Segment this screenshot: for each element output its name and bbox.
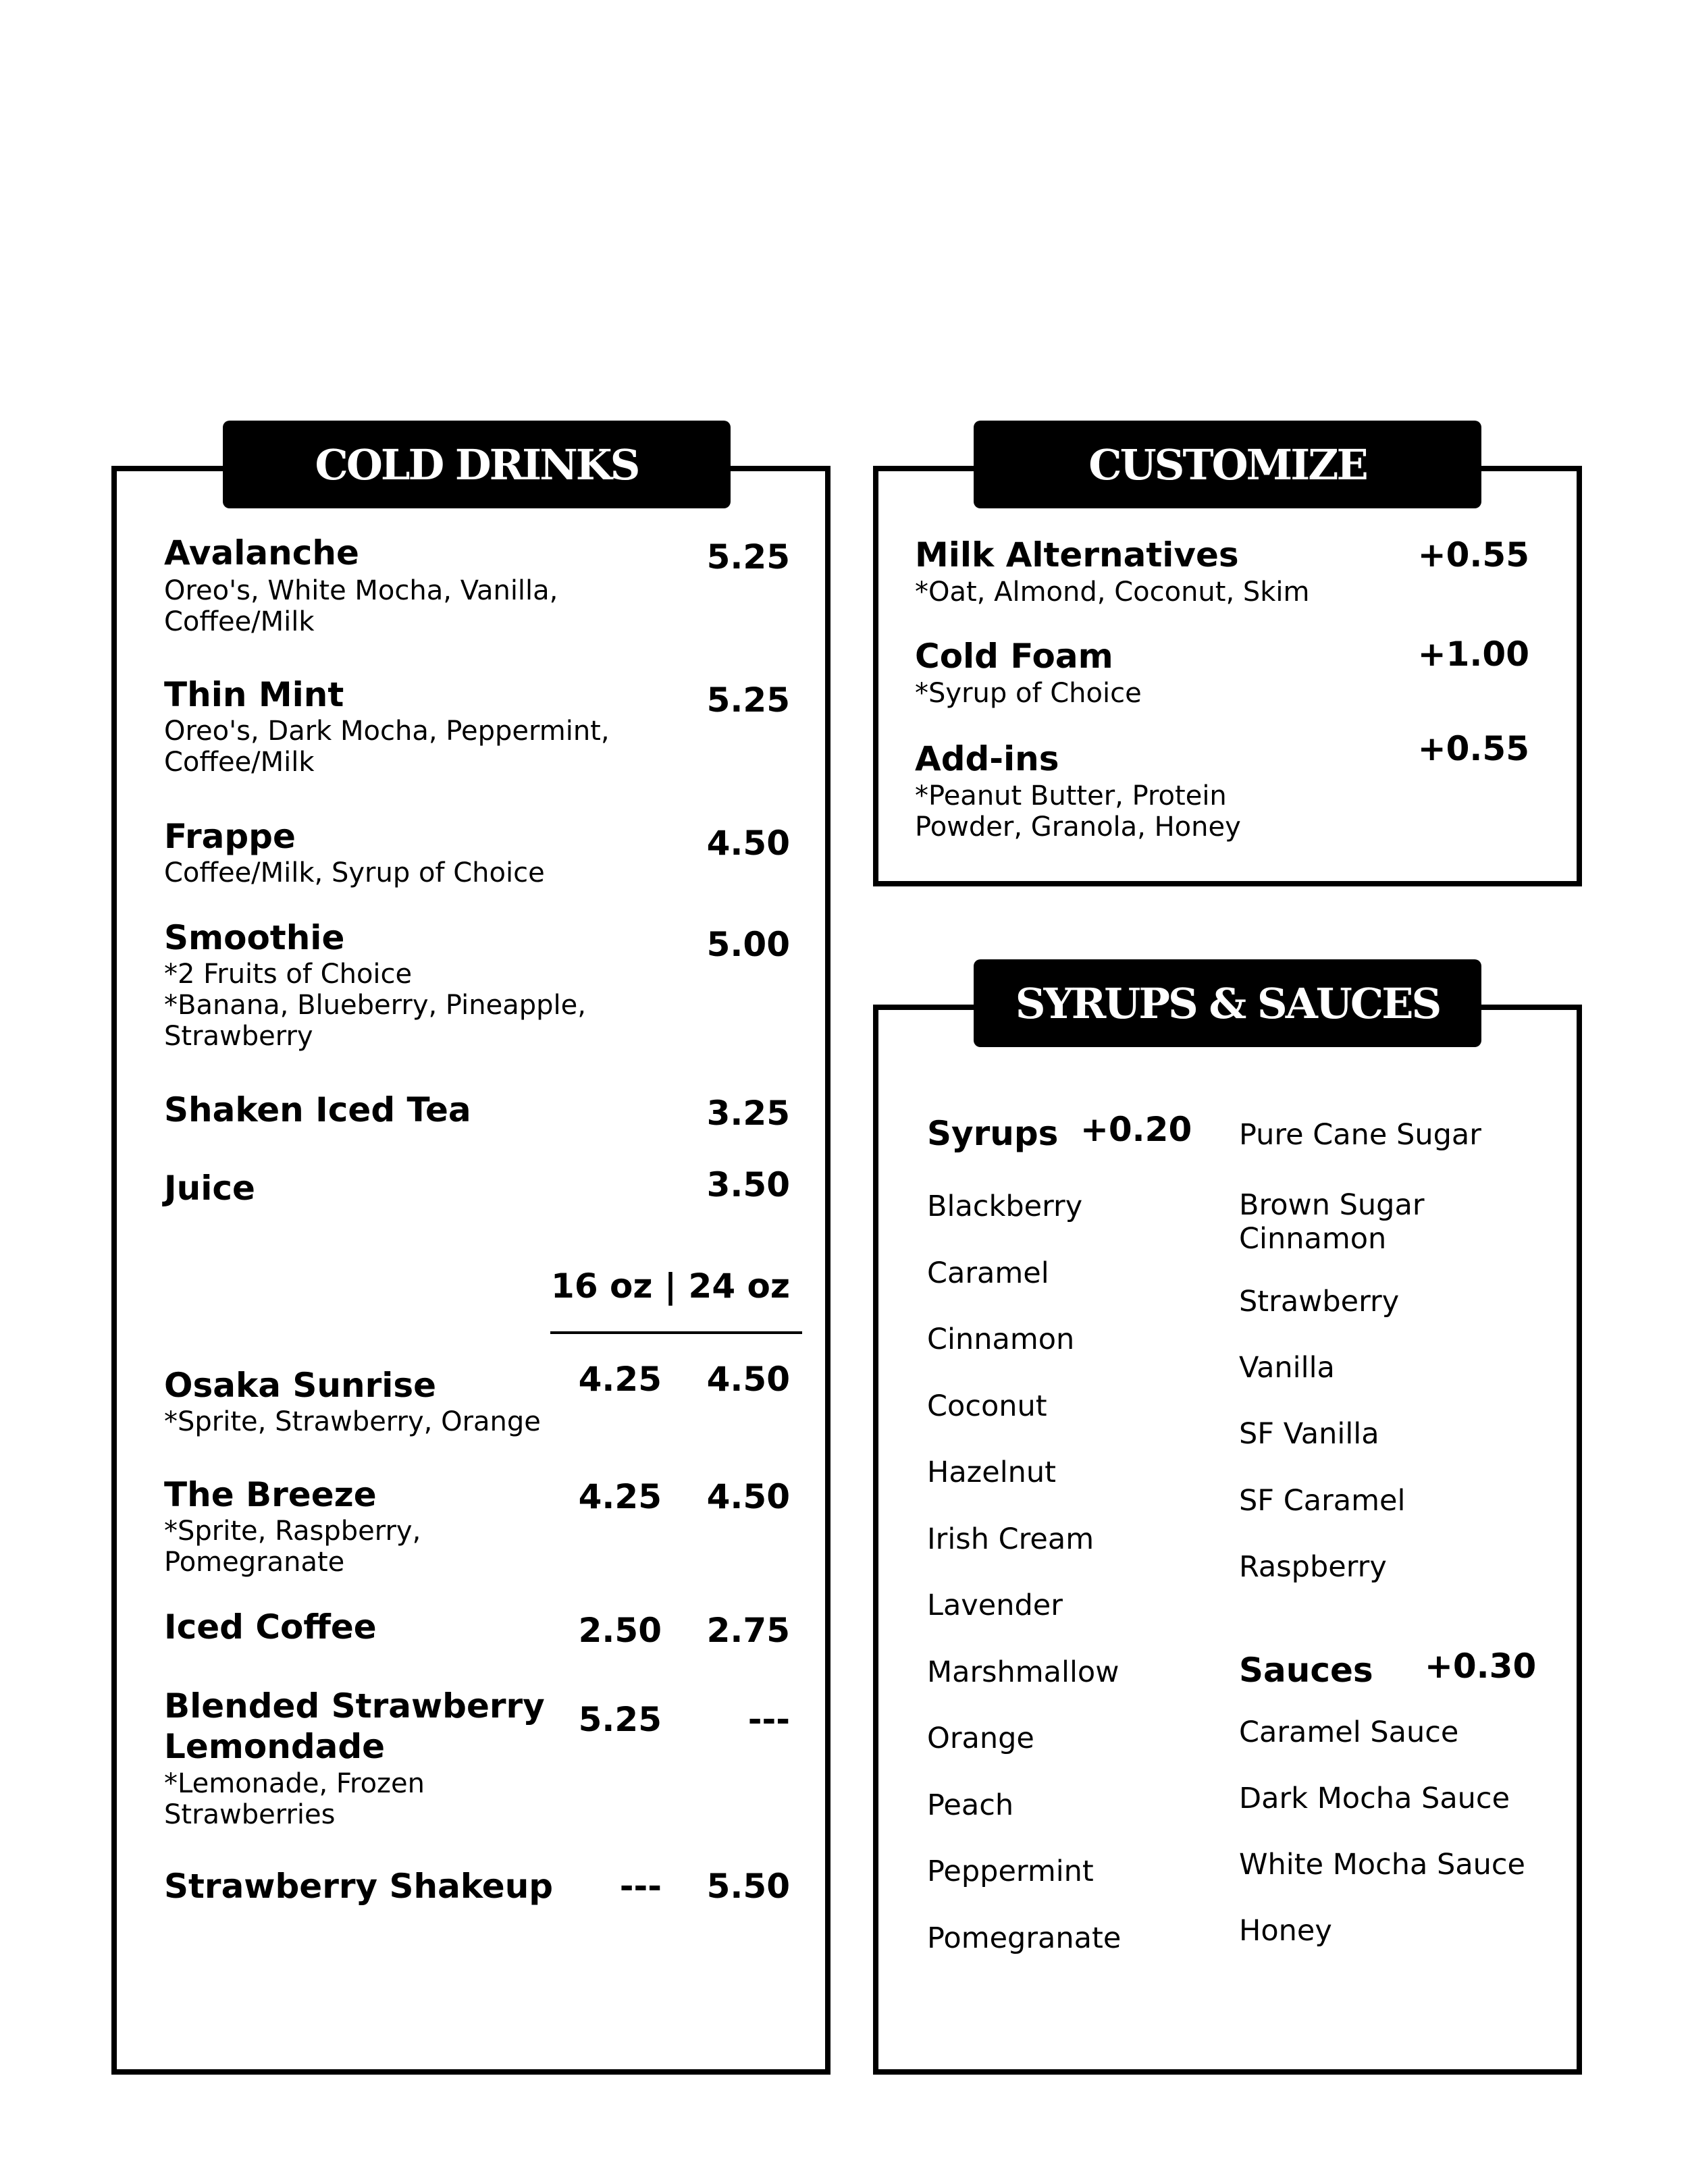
- item-price-24oz: ---: [747, 1700, 790, 1739]
- item-description: Oreo's, White Mocha, Vanilla, Coffee/Milk: [164, 575, 558, 637]
- item-price-16oz: 4.25: [578, 1477, 662, 1516]
- syrup-item: Cinnamon: [927, 1323, 1075, 1356]
- syrup-item: Irish Cream: [927, 1522, 1094, 1556]
- item-price: 5.25: [706, 537, 790, 577]
- customize-item-name: Milk Alternatives: [915, 535, 1239, 575]
- item-name: Strawberry Shakeup: [164, 1867, 554, 1906]
- sauce-item: Caramel Sauce: [1239, 1715, 1459, 1749]
- customize-item-name: Cold Foam: [915, 637, 1113, 676]
- item-description: *Sprite, Raspberry, Pomegranate: [164, 1516, 421, 1578]
- item-name: Osaka Sunrise: [164, 1366, 437, 1405]
- syrup-item: Marshmallow: [927, 1655, 1119, 1689]
- item-price: 3.25: [706, 1094, 790, 1133]
- item-price-24oz: 5.50: [706, 1867, 790, 1906]
- syrup-item: Raspberry: [1239, 1550, 1387, 1584]
- sauces-header: Sauces: [1239, 1651, 1373, 1690]
- syrups-price: +0.20: [1080, 1110, 1192, 1149]
- item-price-24oz: 2.75: [706, 1611, 790, 1650]
- item-price-24oz: 4.50: [706, 1360, 790, 1399]
- item-name: Blended Strawberry: [164, 1686, 545, 1726]
- syrup-item: Orange: [927, 1722, 1034, 1755]
- item-description: *Banana, Blueberry, Pineapple, Strawberry: [164, 990, 586, 1052]
- sauce-item: White Mocha Sauce: [1239, 1848, 1526, 1882]
- item-price: 3.50: [706, 1165, 790, 1204]
- item-description: *Sprite, Strawberry, Orange: [164, 1406, 541, 1437]
- syrups-sauces-title: SYRUPS & SAUCES: [974, 959, 1481, 1047]
- syrups-header: Syrups: [927, 1114, 1059, 1153]
- item-name: The Breeze: [164, 1475, 377, 1514]
- syrup-item: Peach: [927, 1788, 1014, 1822]
- item-price: 5.25: [706, 681, 790, 720]
- item-description: Oreo's, Dark Mocha, Peppermint, Coffee/Milk: [164, 716, 610, 778]
- item-price: 5.00: [706, 925, 790, 964]
- sauce-item: Dark Mocha Sauce: [1239, 1782, 1510, 1815]
- customize-item-price: +0.55: [1417, 729, 1529, 768]
- customize-item-description: *Oat, Almond, Coconut, Skim: [915, 577, 1310, 608]
- item-name: Frappe: [164, 817, 296, 856]
- syrup-item: Blackberry: [927, 1190, 1083, 1223]
- item-name-line2: Lemondade: [164, 1727, 386, 1766]
- syrup-item: Coconut: [927, 1389, 1047, 1423]
- item-price-16oz: 2.50: [578, 1611, 662, 1650]
- item-price-16oz: ---: [619, 1867, 662, 1906]
- item-description: *2 Fruits of Choice: [164, 959, 413, 990]
- item-name: Shaken Iced Tea: [164, 1090, 471, 1129]
- syrup-item: Caramel: [927, 1256, 1049, 1290]
- syrup-item: Brown Sugar Cinnamon: [1239, 1188, 1425, 1256]
- item-name: Iced Coffee: [164, 1607, 377, 1647]
- item-name: Thin Mint: [164, 675, 344, 714]
- item-description: *Lemonade, Frozen Strawberries: [164, 1768, 425, 1830]
- sauce-item: Honey: [1239, 1914, 1332, 1948]
- syrup-item: Pomegranate: [927, 1921, 1122, 1955]
- syrup-item: SF Vanilla: [1239, 1417, 1379, 1451]
- size-header-divider: [550, 1331, 802, 1334]
- customize-item-name: Add-ins: [915, 739, 1059, 778]
- customize-item-price: +0.55: [1417, 535, 1529, 575]
- item-price: 4.50: [706, 824, 790, 863]
- size-header: 16 oz | 24 oz: [551, 1267, 790, 1306]
- item-price-16oz: 4.25: [578, 1360, 662, 1399]
- item-name: Juice: [164, 1169, 255, 1208]
- syrup-item: Hazelnut: [927, 1456, 1057, 1489]
- syrup-item: Peppermint: [927, 1855, 1094, 1888]
- customize-item-description: *Syrup of Choice: [915, 678, 1142, 709]
- item-description: Coffee/Milk, Syrup of Choice: [164, 857, 545, 888]
- syrup-item: Vanilla: [1239, 1351, 1335, 1385]
- syrup-item: SF Caramel: [1239, 1484, 1406, 1518]
- customize-item-description: *Peanut Butter, Protein Powder, Granola, Honey: [915, 780, 1241, 843]
- item-name: Avalanche: [164, 533, 359, 572]
- item-price-24oz: 4.50: [706, 1477, 790, 1516]
- syrup-item: Lavender: [927, 1589, 1063, 1622]
- item-name: Smoothie: [164, 918, 345, 957]
- syrup-item: Strawberry: [1239, 1285, 1400, 1319]
- syrup-item: Pure Cane Sugar: [1239, 1118, 1481, 1152]
- sauces-price: +0.30: [1425, 1647, 1537, 1686]
- customize-item-price: +1.00: [1417, 635, 1529, 674]
- customize-title: CUSTOMIZE: [974, 421, 1481, 508]
- cold-drinks-title: COLD DRINKS: [223, 421, 731, 508]
- item-price-16oz: 5.25: [578, 1700, 662, 1739]
